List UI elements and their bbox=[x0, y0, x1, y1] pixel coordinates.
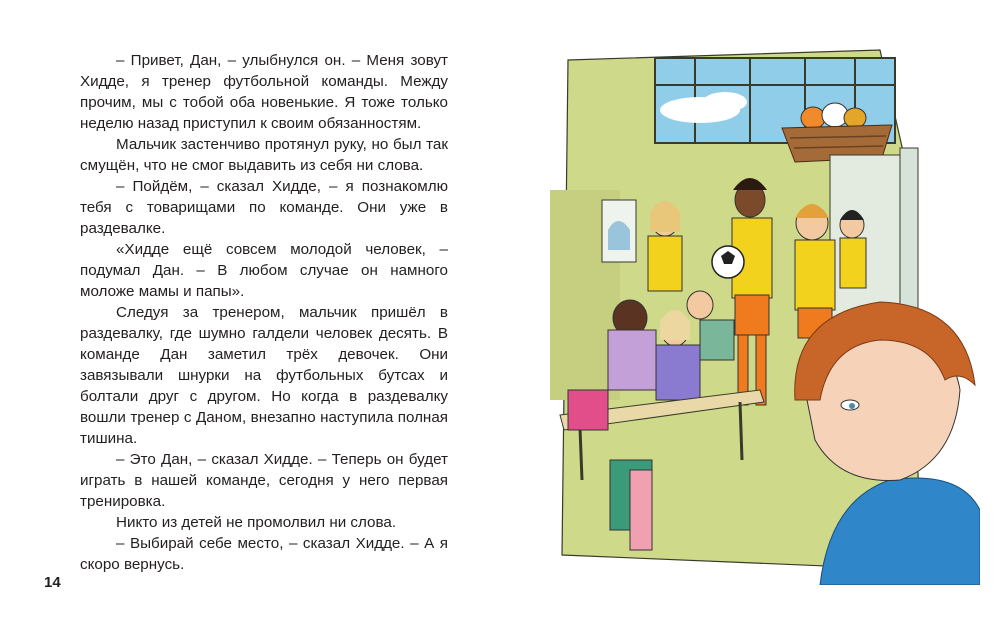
paragraph: Мальчик застенчиво протянул руку, но был так смущён, что не смог выдавить из себя ни слова. bbox=[80, 136, 448, 174]
ball-icon bbox=[844, 108, 866, 128]
paragraph: «Хидде ещё совсем молодой человек, – подумал Дан. – В любом случае он намного моложе мамы и папы». bbox=[80, 241, 448, 300]
paragraph: Следуя за тренером, мальчик пришёл в раздевалку, где шумно галдели человек десять. В команде Дан заметил трёх девочек. Они завязывали шнурки на футбольных бутсах и болтали друг с другом. Но когда в раздевалку вошли тренер с Даном, внезапно наступила полная тишина. bbox=[80, 304, 448, 447]
bag bbox=[568, 390, 608, 430]
paragraph: – Пойдём, – сказал Хидде, – я познакомлю тебя с товарищами по команде. Они уже в раздевалке. bbox=[80, 178, 448, 237]
locker-room-illustration bbox=[550, 40, 980, 585]
paragraph: – Выбирай себе место, – сказал Хидде. – А я скоро вернусь. bbox=[80, 535, 448, 573]
player-boy bbox=[687, 291, 713, 319]
paragraph: – Привет, Дан, – улыбнулся он. – Меня зовут Хидде, я тренер футбольной команды. Между прочим, мы с тобой оба новенькие. Я тоже только неделю назад приступил к своим обязанностям. bbox=[80, 52, 448, 132]
paragraph: Никто из детей не промолвил ни слова. bbox=[116, 514, 397, 531]
story-text bbox=[80, 50, 448, 575]
page-number: 14 bbox=[44, 574, 61, 591]
ball-icon bbox=[801, 107, 825, 129]
paragraph: – Это Дан, – сказал Хидде. – Теперь он будет играть в нашей команде, сегодня у него первая тренировка. bbox=[80, 451, 448, 510]
